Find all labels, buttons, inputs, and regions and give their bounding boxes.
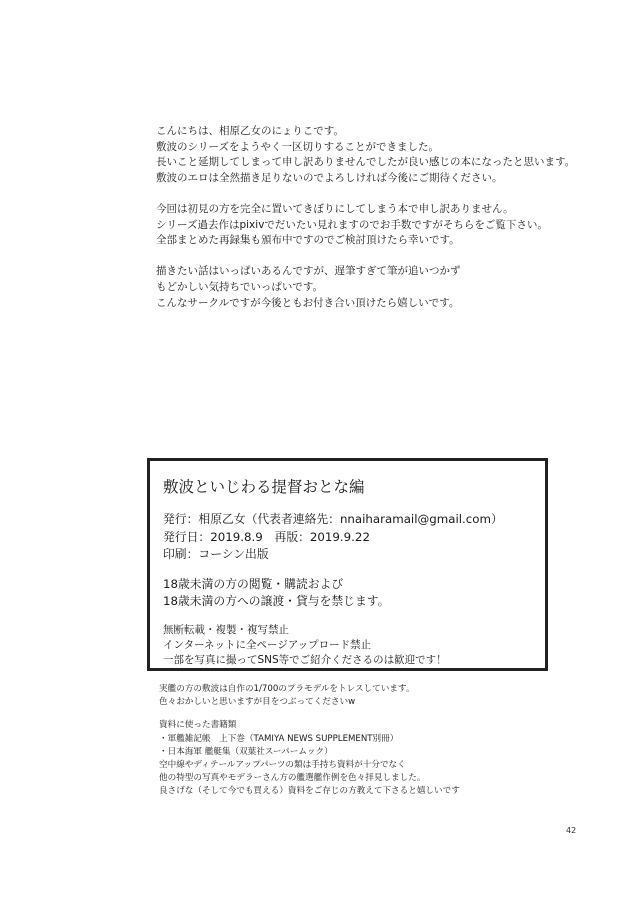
age-notice [163, 576, 545, 611]
afterword-line: もどかしい気持ちでいっぱいです。 [156, 280, 324, 293]
afterword-line: 全部まとめた再録集も頒布中ですのでご検討頂けたら幸いです。 [156, 234, 460, 247]
afterword [156, 124, 575, 327]
afterword-line: 描きたい話はいっぱいあるんですが、遅筆すぎて筆が追いつかず [156, 265, 461, 278]
notes [159, 683, 460, 799]
reference-line: 良さげな（そして今でも買える）資料をご存じの方教えて下さると嬉しいです [159, 786, 460, 797]
reference-line: ・軍艦雑記帳 上下巻（TAMIYA NEWS SUPPLEMENT別冊） [159, 733, 399, 744]
afterword-line: こんにちは、相原乙女のにょりこです。 [156, 125, 344, 137]
printer-line: 印刷：コーシン出版 [163, 547, 269, 561]
rule-line: 無断転載・複製・複写禁止 [163, 623, 289, 636]
afterword-paragraph-2 [156, 202, 575, 249]
model-note-line: 実艦の方の敷波は自作の1/700のプラモデルをトレスしています。 [159, 684, 415, 694]
page-number: 42 [566, 826, 577, 835]
reproduction-rules [163, 623, 545, 669]
reference-line: 空中線やディテールアップパーツの類は手持ち資料が十分でなく [159, 760, 406, 771]
references-heading: 資料に使った書籍類 [159, 720, 237, 731]
afterword-line: こんなサークルですが今後ともお付き合い頂けたら嬉しいです。 [156, 296, 460, 309]
age-notice-line: 18歳未満の方への譲渡・貸与を禁じます。 [163, 594, 390, 608]
afterword-line: シリーズ過去作はpixivでだいたい見れますのでお手数ですがそちらをご覧下さい。 [156, 218, 548, 231]
afterword-line: 長いこと延期してしまって申し訳ありませんでしたが良い感じの本になったと思います。 [156, 156, 576, 169]
book-title: 敷波といじわる提督おとな編 [163, 478, 365, 496]
afterword-line: 今回は初見の方を完全に置いてきぼりにしてしまう本で申し訳ありません。 [156, 202, 514, 215]
rule-line: インターネットに全ページアップロード禁止 [163, 638, 372, 651]
notes-spacer [159, 709, 460, 719]
afterword-line: 敷波のシリーズをようやく一区切りすることができました。 [156, 140, 439, 153]
model-note-line: 色々おかしいと思いますが目をつぶってくださいw [159, 697, 356, 708]
afterword-paragraph-1 [156, 124, 575, 186]
afterword-line: 敷波のエロは全然描き足りないのでよろしければ今後にご期待ください。 [156, 171, 503, 184]
colophon-box [147, 458, 548, 671]
age-notice-line: 18歳未満の方の閲覧・購読および [163, 576, 344, 591]
reference-line: 他の特型の写真やモデラーさん方の艦選艦作例を色々拝見しました。 [159, 773, 426, 784]
rule-line: 一部を写真に撮ってSNS等でご紹介くださるのは歓迎です！ [163, 654, 447, 667]
publisher-line: 発行：相原乙女（代表者連絡先：nnaiharamail@gmail.com） [163, 512, 503, 526]
afterword-paragraph-3 [156, 264, 575, 311]
reference-line: ・日本海軍 艦艇集（双葉社スーパームック） [159, 746, 333, 757]
publication-dates: 発行日：2019.8.9 再版：2019.9.22 [163, 529, 370, 544]
